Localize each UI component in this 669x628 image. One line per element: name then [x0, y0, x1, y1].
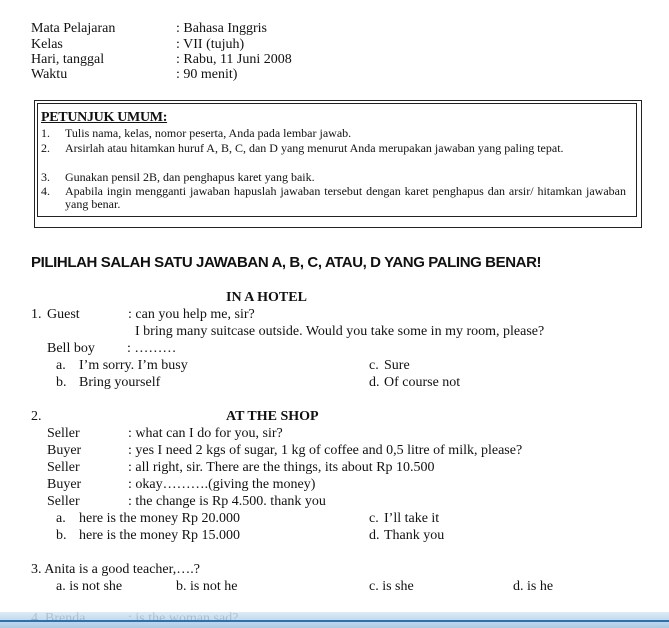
header-label-class: Kelas: [31, 37, 63, 52]
dialog-speaker: Bell boy: [47, 341, 95, 356]
dialog-speaker: Seller: [47, 494, 80, 509]
dialog-text: I bring many suitcase outside. Would you take some in my room, please?: [135, 324, 545, 339]
instruction-text: Tulis nama, kelas, nomor peserta, Anda pada lembar jawab.: [65, 126, 352, 140]
header-value-class: : VII (tujuh): [176, 37, 245, 52]
window-bottom-line: [0, 620, 669, 622]
option-letter: c.: [369, 358, 379, 373]
dialog-text: : yes I need 2 kgs of sugar, 1 kg of coffee and 0,5 litre of milk, please?: [128, 443, 523, 458]
instruction-num: 1.: [41, 126, 50, 140]
question-number: 1.: [31, 307, 42, 322]
option-text: here is the money Rp 15.000: [79, 528, 240, 543]
option-text: Of course not: [384, 375, 461, 390]
option-letter: b.: [56, 375, 67, 390]
dialog-text: : what can I do for you, sir?: [128, 426, 283, 441]
instruction-text: Apabila ingin mengganti jawaban hapuslah jawaban tersebut dengan karet penghapus dan arsir/ hitamkan jawaban yang benar.: [65, 184, 626, 211]
option-letter: a.: [56, 358, 66, 373]
question-title: IN A HOTEL: [226, 290, 307, 305]
header-value-time: : 90 menit): [176, 67, 238, 82]
header-value-subject: : Bahasa Inggris: [176, 21, 267, 36]
option-text: d. is he: [513, 579, 554, 594]
dialog-speaker: Buyer: [47, 443, 82, 458]
question-text: 3. Anita is a good teacher,….?: [31, 562, 200, 577]
dialog-text: : ………: [127, 341, 177, 356]
dialog-text: : okay……….(giving the money): [128, 477, 316, 492]
option-text: Sure: [384, 358, 410, 373]
option-text: here is the money Rp 20.000: [79, 511, 240, 526]
instruction-text: Arsirlah atau hitamkan huruf A, B, C, dan D yang menurut Anda merupakan jawaban yang paling tepat.: [65, 141, 564, 155]
option-letter: a.: [56, 511, 66, 526]
dialog-text: : all right, sir. There are the things, its about Rp 10.500: [128, 460, 435, 475]
instruction-num: 2.: [41, 141, 50, 155]
option-letter: c.: [369, 511, 379, 526]
dialog-text: : the change is Rp 4.500. thank you: [128, 494, 326, 509]
header-value-date: : Rabu, 11 Juni 2008: [176, 52, 292, 67]
instruction-num: 3.: [41, 170, 50, 184]
header-label-subject: Mata Pelajaran: [31, 21, 116, 36]
option-text: Bring yourself: [79, 375, 161, 390]
header-label-date: Hari, tanggal: [31, 52, 105, 67]
option-letter: d.: [369, 375, 380, 390]
instruction-num: 4.: [41, 184, 50, 198]
question-number: 2.: [31, 409, 42, 424]
instruction-text: Gunakan pensil 2B, dan penghapus karet yang baik.: [65, 170, 315, 184]
dialog-speaker: Buyer: [47, 477, 82, 492]
instructions-title: PETUNJUK UMUM:: [41, 110, 168, 125]
option-text: Thank you: [384, 528, 445, 543]
option-letter: d.: [369, 528, 380, 543]
dialog-speaker: Seller: [47, 460, 80, 475]
option-text: I’m sorry. I’m busy: [79, 358, 188, 373]
dialog-speaker: Guest: [47, 307, 80, 322]
option-text: I’ll take it: [384, 511, 440, 526]
dialog-speaker: Seller: [47, 426, 80, 441]
option-text: a. is not she: [56, 579, 123, 594]
main-instruction: PILIHLAH SALAH SATU JAWABAN A, B, C, ATAU, D YANG PALING BENAR!: [31, 254, 542, 271]
option-letter: b.: [56, 528, 67, 543]
dialog-text: : can you help me, sir?: [128, 307, 255, 322]
option-text: b. is not he: [176, 579, 238, 594]
header-label-time: Waktu: [31, 67, 68, 82]
question-title: AT THE SHOP: [226, 409, 319, 424]
option-text: c. is she: [369, 579, 414, 594]
